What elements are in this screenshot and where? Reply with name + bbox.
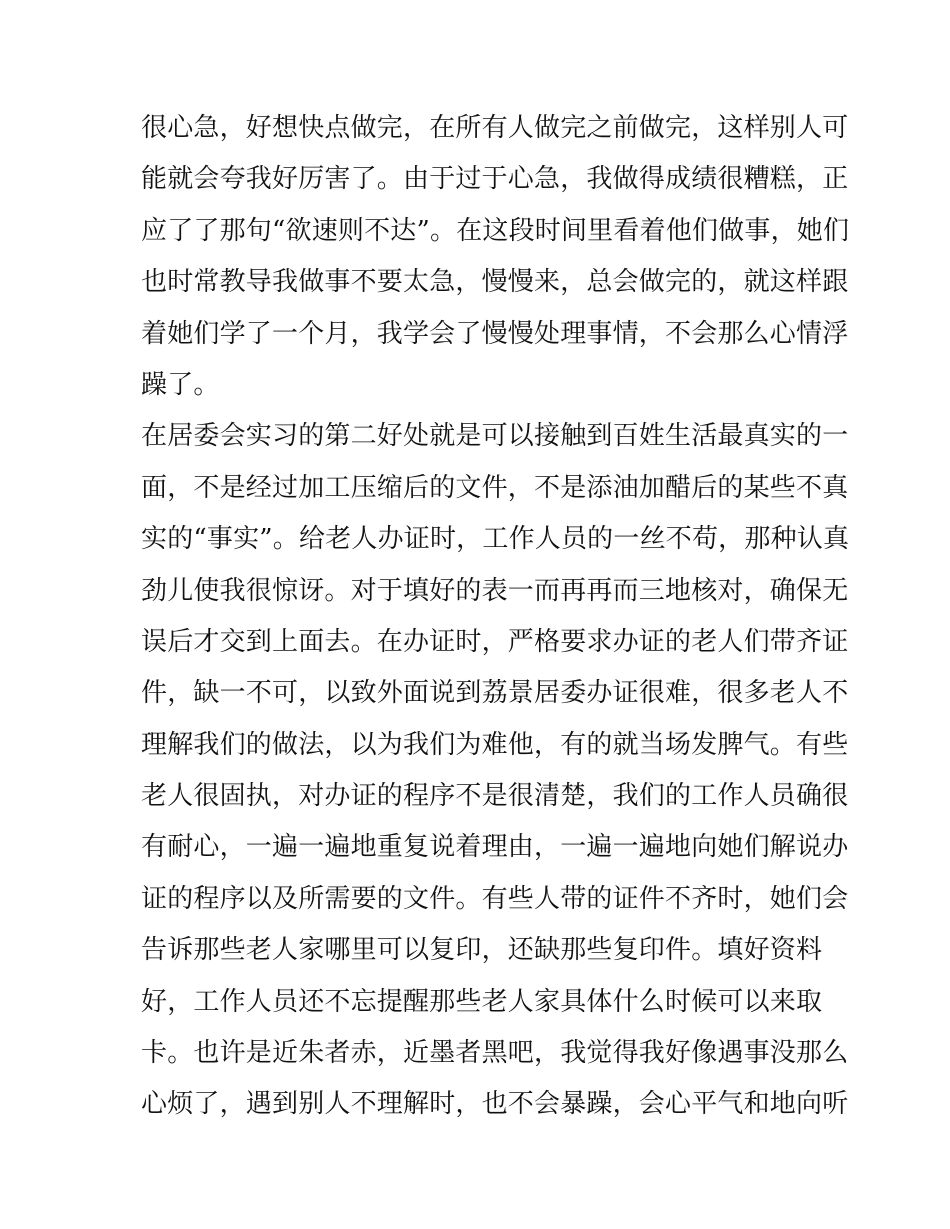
text-line: 着她们学了一个月，我学会了慢慢处理事情，不会那么心情浮 (141, 318, 849, 349)
text-line: 老人很固执，对办证的程序不是很清楚，我们的工作人员确很 (141, 781, 849, 812)
text-line: 很心急，好想快点做完，在所有人做完之前做完，这样别人可 (141, 113, 849, 143)
text-line: 心烦了，遇到别人不理解时，也不会暴躁，会心平气和地向听 (141, 1089, 849, 1120)
text-line: 件，缺一不可，以致外面说到荔景居委办证很难，很多老人不 (141, 678, 849, 709)
text-line: 躁了。 (141, 369, 220, 400)
text-line: 理解我们的做法，以为我们为难他，有的就当场发脾气。有些 (141, 729, 849, 760)
body-text (141, 105, 850, 1133)
text-line: 也时常教导我做事不要太急，慢慢来，总会做完的，就这样跟 (141, 267, 849, 298)
text-line: 劲儿使我很惊讶。对于填好的表一而再再而三地核对，确保无 (141, 575, 849, 606)
text-line: 实的“事实”。给老人办证时，工作人员的一丝不苟，那种认真 (141, 524, 850, 555)
text-line: 有耐心，一遍一遍地重复说着理由，一遍一遍地向她们解说办 (141, 832, 849, 863)
text-line: 面，不是经过加工压缩后的文件，不是添油加醋后的某些不真 (141, 472, 849, 503)
text-line: 卡。也许是近朱者赤，近墨者黑吧，我觉得我好像遇事没那么 (141, 1038, 849, 1069)
text-line: 能就会夸我好厉害了。由于过于心急，我做得成绩很糟糕，正 (141, 164, 849, 195)
text-line: 在居委会实习的第二好处就是可以接触到百姓生活最真实的一 (141, 421, 849, 452)
text-line: 好，工作人员还不忘提醒那些老人家具体什么时候可以来取 (141, 986, 823, 1017)
text-line: 误后才交到上面去。在办证时，严格要求办证的老人们带齐证 (141, 626, 849, 657)
text-line: 告诉那些老人家哪里可以复印，还缺那些复印件。填好资料 (141, 935, 823, 966)
text-line: 证的程序以及所需要的文件。有些人带的证件不齐时，她们会 (141, 883, 849, 914)
text-line: 应了了那句“欲速则不达”。在这段时间里看着他们做事，她们 (141, 215, 850, 246)
